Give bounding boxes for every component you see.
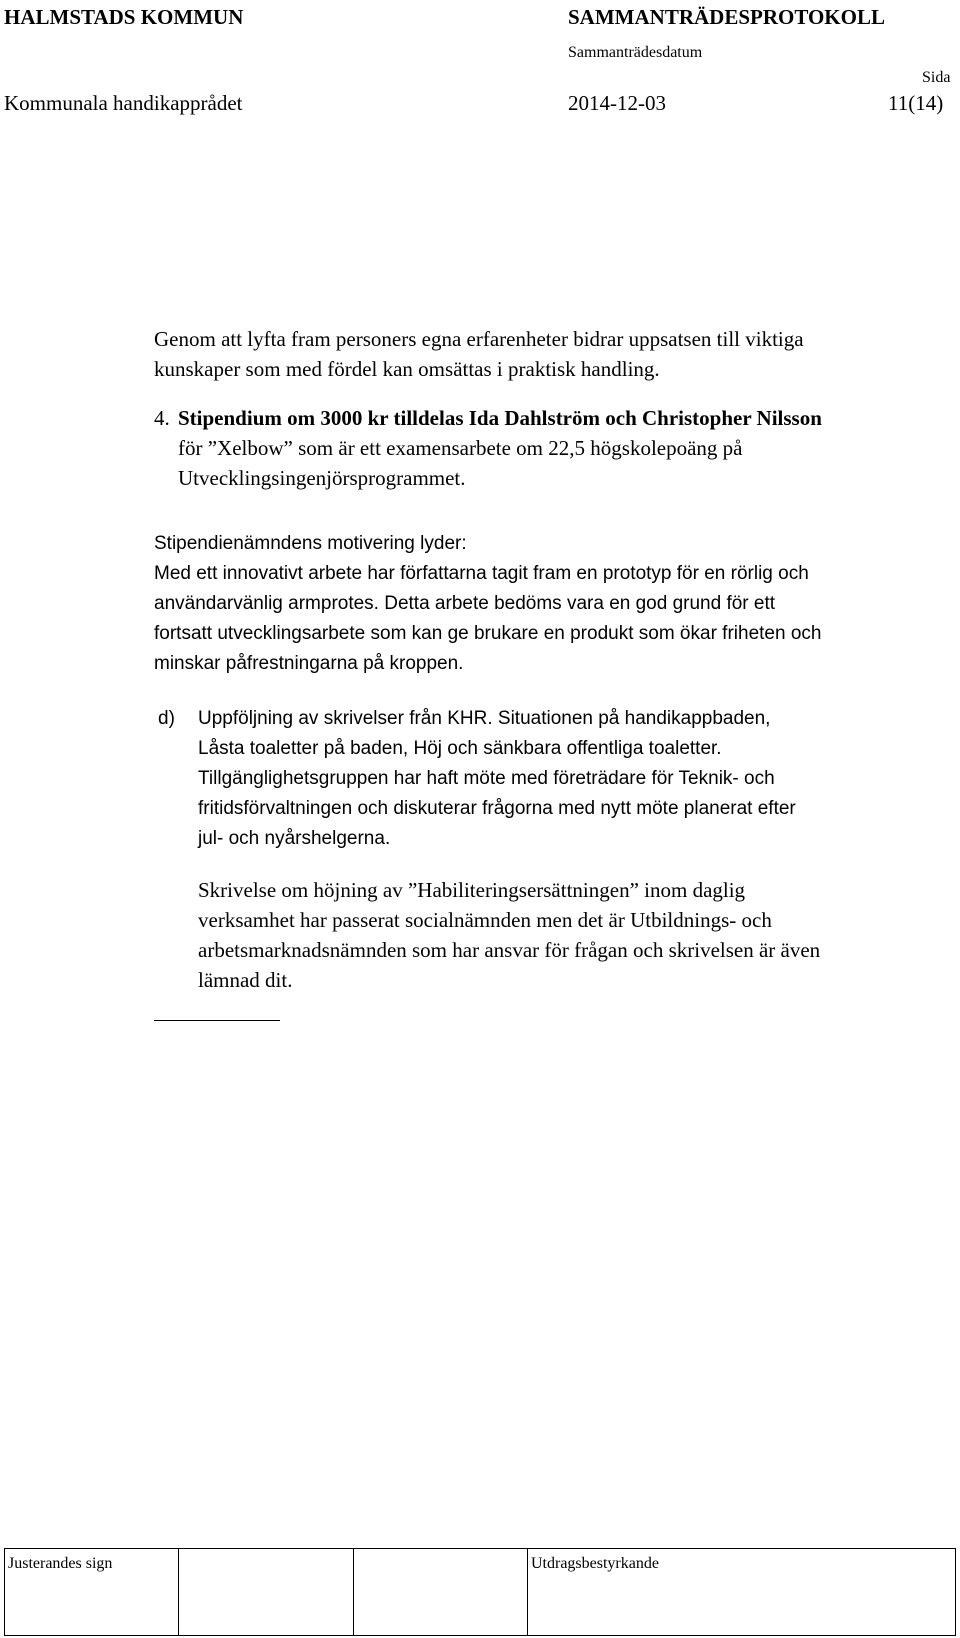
paragraph-line: Skrivelse om höjning av ”Habiliteringsersättningen” inom daglig (198, 878, 746, 902)
intro-line: kunskaper som med fördel kan omsättas i praktisk handling. (154, 357, 660, 381)
item-d (198, 704, 796, 854)
motivation-block (154, 529, 821, 679)
item-d-line: fritidsförvaltningen och diskuterar frågorna med nytt möte planerat efter (198, 798, 796, 819)
motivation-line: fortsatt utvecklingsarbete som kan ge brukare en produkt som ökar friheten och (154, 623, 822, 644)
item-4-number: 4. (154, 406, 170, 430)
paragraph-line: verksamhet har passerat socialnämnden men det är Utbildnings- och (198, 908, 772, 932)
meeting-date: 2014-12-03 (568, 91, 666, 115)
date-label: Sammanträdesdatum (568, 44, 703, 61)
motivation-line: minskar påfrestningarna på kroppen. (154, 653, 464, 674)
motivation-line: Med ett innovativt arbete har författarna tagit fram en prototyp för en rörlig och (154, 563, 809, 584)
document-type: SAMMANTRÄDESPROTOKOLL (568, 5, 885, 29)
item-4-line: för ”Xelbow” som är ett examensarbete om 22,5 högskolepoäng på (178, 436, 743, 460)
motivation-heading: Stipendienämndens motivering lyder: (154, 533, 467, 554)
item-d-line: Uppföljning av skrivelser från KHR. Situationen på handikappbaden, (198, 708, 771, 729)
item-4-line: Utvecklingsingenjörsprogrammet. (178, 466, 466, 490)
paragraph-line: lämnad dit. (198, 968, 293, 992)
page-number: 11(14) (888, 91, 944, 115)
intro-paragraph (154, 324, 804, 384)
page-label: Sida (922, 69, 951, 86)
signature-footer (0, 1548, 960, 1638)
item-4-title: Stipendium om 3000 kr tilldelas Ida Dahlström och Christopher Nilsson (178, 406, 822, 430)
item-d-line: jul- och nyårshelgerna. (198, 828, 391, 849)
sign-box-2 (353, 1548, 528, 1636)
section-divider (154, 1020, 280, 1021)
intro-line: Genom att lyfta fram personers egna erfarenheter bidrar uppsatsen till viktiga (154, 327, 804, 351)
committee-name: Kommunala handikapprådet (4, 91, 243, 115)
sign-box-label: Justerandes sign (4, 1548, 179, 1636)
item-d-marker: d) (158, 708, 175, 729)
paragraph-line: arbetsmarknadsnämnden som har ansvar för frågan och skrivelsen är även (198, 938, 821, 962)
item-d-line: Tillgänglighetsgruppen har haft möte med företrädare för Teknik- och (198, 768, 775, 789)
sign-box-1 (178, 1548, 354, 1636)
organization-name: HALMSTADS KOMMUN (4, 5, 244, 29)
item-d-line: Låsta toaletter på baden, Höj och sänkbara offentliga toaletter. (198, 738, 722, 759)
extract-certification-box: Utdragsbestyrkande (527, 1548, 956, 1636)
motivation-line: användarvänlig armprotes. Detta arbete bedöms vara en god grund för ett (154, 593, 776, 614)
item-d-paragraph-2 (198, 875, 820, 995)
item-4 (178, 403, 822, 493)
